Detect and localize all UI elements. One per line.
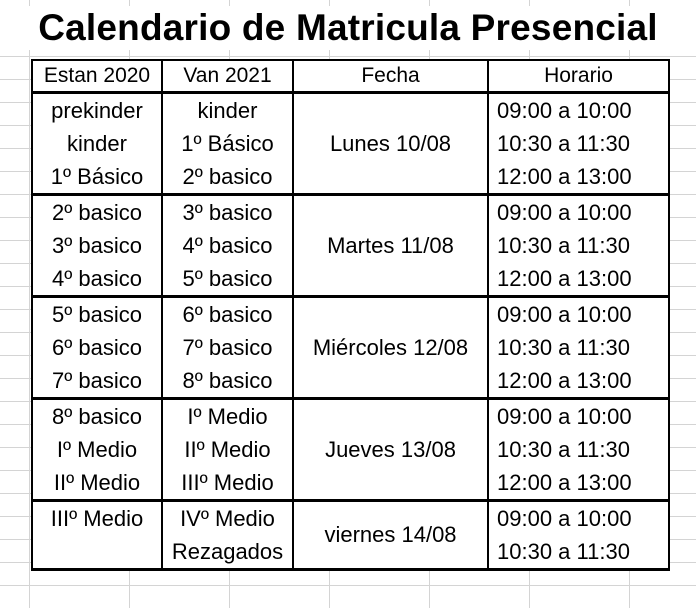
cell-fecha[interactable]: Martes 11/08 [293, 195, 488, 297]
cell-horario[interactable]: 12:00 a 13:00 [488, 262, 669, 297]
page-title: Calendario de Matricula Presencial [0, 6, 696, 50]
cell-fecha[interactable]: viernes 14/08 [293, 501, 488, 570]
cell-horario[interactable]: 12:00 a 13:00 [488, 160, 669, 195]
cell-estan[interactable]: kinder [32, 127, 162, 160]
cell-van[interactable]: 6º basico [162, 297, 293, 332]
cell-van[interactable]: 1º Básico [162, 127, 293, 160]
cell-estan[interactable]: 4º basico [32, 262, 162, 297]
cell-horario[interactable]: 10:30 a 11:30 [488, 535, 669, 570]
cell-horario[interactable]: 09:00 a 10:00 [488, 93, 669, 128]
cell-van[interactable]: 7º basico [162, 331, 293, 364]
cell-estan[interactable]: 1º Básico [32, 160, 162, 195]
cell-horario[interactable]: 09:00 a 10:00 [488, 297, 669, 332]
header-fecha[interactable]: Fecha [293, 60, 488, 93]
cell-estan[interactable]: 6º basico [32, 331, 162, 364]
cell-fecha[interactable]: Miércoles 12/08 [293, 297, 488, 399]
cell-van[interactable]: 5º basico [162, 262, 293, 297]
cell-van[interactable]: IVº Medio [162, 501, 293, 536]
schedule-table [31, 59, 670, 571]
cell-estan[interactable]: 2º basico [32, 195, 162, 230]
cell-horario[interactable]: 09:00 a 10:00 [488, 501, 669, 536]
cell-van[interactable]: Rezagados [162, 535, 293, 570]
cell-horario[interactable]: 12:00 a 13:00 [488, 466, 669, 501]
cell-van[interactable]: 2º basico [162, 160, 293, 195]
header-horario[interactable]: Horario [488, 60, 669, 93]
cell-horario[interactable]: 12:00 a 13:00 [488, 364, 669, 399]
cell-fecha[interactable]: Jueves 13/08 [293, 399, 488, 501]
cell-van[interactable]: kinder [162, 93, 293, 128]
cell-van[interactable]: IIIº Medio [162, 466, 293, 501]
cell-horario[interactable]: 09:00 a 10:00 [488, 195, 669, 230]
cell-van[interactable]: IIº Medio [162, 433, 293, 466]
cell-horario[interactable]: 09:00 a 10:00 [488, 399, 669, 434]
header-van-2021[interactable]: Van 2021 [162, 60, 293, 93]
cell-estan[interactable]: IIIº Medio [32, 501, 162, 536]
cell-estan[interactable]: prekinder [32, 93, 162, 128]
cell-van[interactable]: 4º basico [162, 229, 293, 262]
cell-estan[interactable]: 7º basico [32, 364, 162, 399]
cell-estan[interactable] [32, 535, 162, 570]
cell-horario[interactable]: 10:30 a 11:30 [488, 331, 669, 364]
cell-horario[interactable]: 10:30 a 11:30 [488, 127, 669, 160]
cell-estan[interactable]: 8º basico [32, 399, 162, 434]
cell-van[interactable]: 8º basico [162, 364, 293, 399]
cell-estan[interactable]: Iº Medio [32, 433, 162, 466]
table-row [32, 501, 669, 536]
table-row [32, 399, 669, 434]
cell-van[interactable]: 3º basico [162, 195, 293, 230]
cell-estan[interactable]: 5º basico [32, 297, 162, 332]
table-row [32, 195, 669, 230]
table-row [32, 93, 669, 128]
cell-fecha[interactable]: Lunes 10/08 [293, 93, 488, 195]
header-row [32, 60, 669, 93]
cell-horario[interactable]: 10:30 a 11:30 [488, 229, 669, 262]
cell-van[interactable]: Iº Medio [162, 399, 293, 434]
cell-estan[interactable]: 3º basico [32, 229, 162, 262]
cell-horario[interactable]: 10:30 a 11:30 [488, 433, 669, 466]
cell-estan[interactable]: IIº Medio [32, 466, 162, 501]
table-row [32, 297, 669, 332]
header-estan-2020[interactable]: Estan 2020 [32, 60, 162, 93]
